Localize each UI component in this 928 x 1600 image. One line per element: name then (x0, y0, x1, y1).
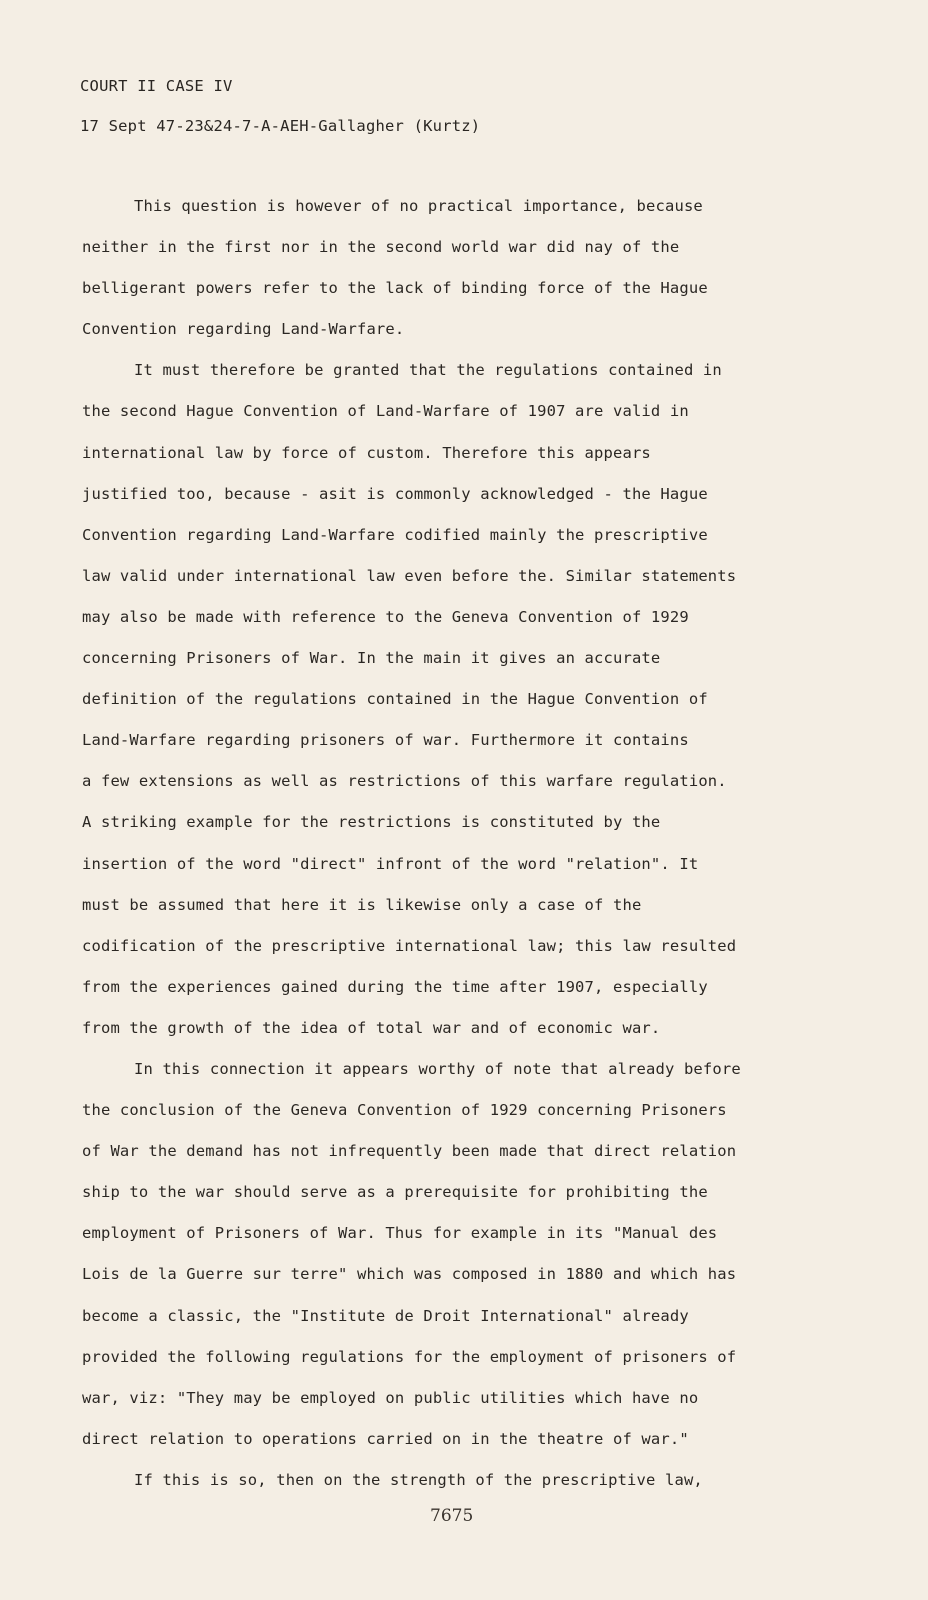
text-line: war, viz: "They may be employed on public utilities which have no (82, 1388, 699, 1407)
text-line: employment of Prisoners of War. Thus for example in its "Manual des (82, 1224, 718, 1243)
text-line: Convention regarding Land-Warfare codified mainly the prescriptive (82, 525, 708, 544)
text-line: may also be made with reference to the Geneva Convention of 1929 (82, 607, 689, 626)
text-line: A striking example for the restrictions is constituted by the (82, 813, 661, 832)
text-line: of War the demand has not infrequently been made that direct relation (82, 1142, 737, 1161)
text-line: direct relation to operations carried on in the theatre of war." (82, 1429, 689, 1448)
text-line: must be assumed that here it is likewise only a case of the (82, 895, 642, 914)
text-line: provided the following regulations for the employment of prisoners of (82, 1347, 737, 1366)
text-line: insertion of the word "direct" infront of the word "relation". It (82, 854, 699, 873)
text-line: become a classic, the "Institute de Droit International" already (82, 1306, 689, 1325)
text-line: codification of the prescriptive international law; this law resulted (82, 936, 737, 955)
court-case-line: COURT II CASE IV (80, 77, 233, 95)
text-line: the conclusion of the Geneva Convention of 1929 concerning Prisoners (82, 1101, 727, 1120)
text-line: the second Hague Convention of Land-Warfare of 1907 are valid in (82, 402, 689, 421)
text-line: a few extensions as well as restrictions of this warfare regulation. (82, 772, 727, 791)
text-line: If this is so, then on the strength of the prescriptive law, (134, 1470, 703, 1489)
text-line: concerning Prisoners of War. In the main it gives an accurate (82, 649, 661, 668)
text-line: ship to the war should serve as a prerequisite for prohibiting the (82, 1183, 708, 1202)
text-line: neither in the first nor in the second world war did nay of the (82, 238, 680, 257)
document-body (82, 186, 802, 1501)
text-line: belligerant powers refer to the lack of binding force of the Hague (82, 279, 708, 298)
text-line: This question is however of no practical importance, because (134, 197, 703, 215)
text-line: Lois de la Guerre sur terre" which was composed in 1880 and which has (82, 1265, 737, 1284)
text-line: justified too, because - asit is commonly acknowledged - the Hague (82, 484, 708, 503)
text-line: Convention regarding Land-Warfare. (82, 320, 405, 339)
text-line: international law by force of custom. Therefore this appears (82, 443, 651, 462)
text-line: It must therefore be granted that the regulations contained in (134, 361, 722, 380)
document-header (80, 66, 480, 146)
text-line: Land-Warfare regarding prisoners of war. Furthermore it contains (82, 731, 689, 750)
text-line: from the growth of the idea of total war and of economic war. (82, 1018, 661, 1037)
text-line: law valid under international law even before the. Similar statements (82, 566, 737, 585)
page-number: 7675 (430, 1506, 474, 1526)
text-line: In this connection it appears worthy of note that already before (134, 1059, 741, 1078)
text-line: definition of the regulations contained in the Hague Convention of (82, 690, 708, 709)
text-line: from the experiences gained during the time after 1907, especially (82, 977, 708, 996)
date-reference-line: 17 Sept 47-23&24-7-A-AEH-Gallagher (Kurtz) (80, 117, 481, 135)
